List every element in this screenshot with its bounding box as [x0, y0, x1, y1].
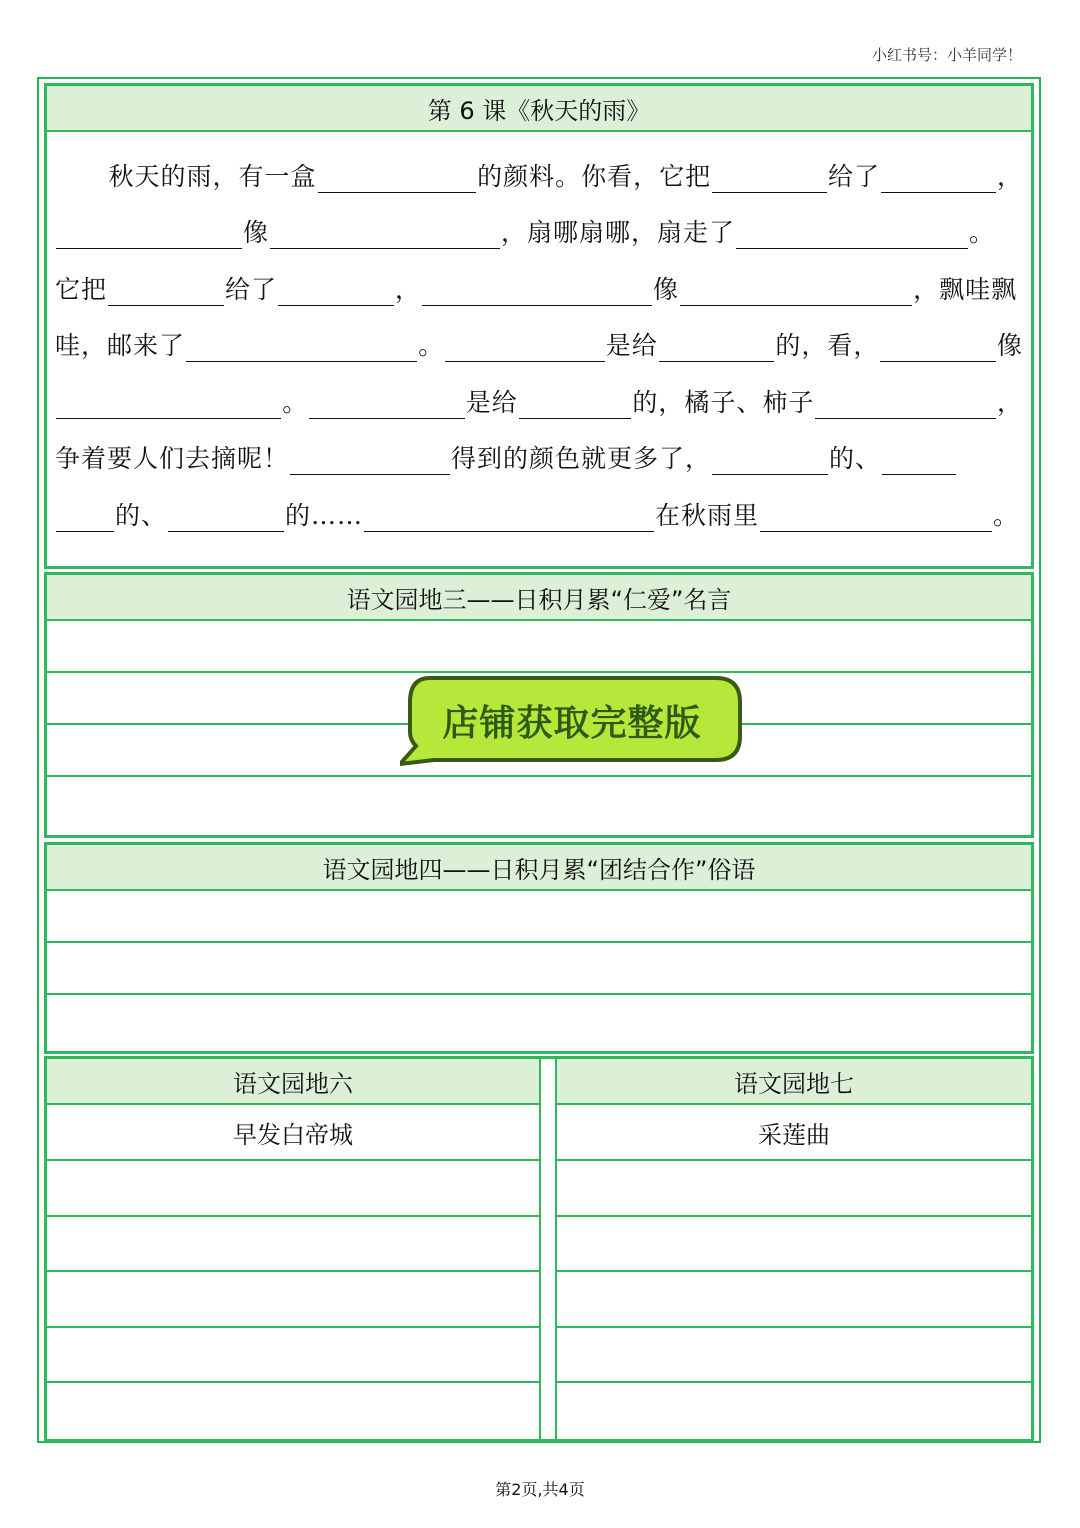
garden6-poem-title: 早发白帝城 [47, 1105, 539, 1161]
writing-line[interactable] [47, 621, 1031, 673]
garden3-title: 语文园地三——日积月累“仁爱”名言 [47, 575, 1031, 621]
writing-line[interactable] [557, 1383, 1031, 1439]
fill-in-blank[interactable] [880, 335, 996, 362]
cloze-passage [47, 132, 1031, 538]
passage-text: 的颜料。你看，它把 [477, 161, 712, 191]
writing-line[interactable] [557, 1272, 1031, 1328]
lesson6-title: 第 6 课《秋天的雨》 [47, 86, 1031, 132]
garden7-poem-title: 采莲曲 [557, 1105, 1031, 1161]
fill-in-blank[interactable] [270, 222, 500, 249]
garden7-column [557, 1059, 1031, 1439]
garden4-title: 语文园地四——日积月累“团结合作”俗语 [47, 845, 1031, 891]
passage-text: 它把 [55, 274, 108, 304]
fill-in-blank[interactable] [881, 166, 996, 193]
writing-line[interactable] [47, 1328, 539, 1384]
passage-text: ， [996, 387, 1023, 417]
fill-in-blank[interactable] [186, 335, 417, 362]
fill-in-blank[interactable] [56, 392, 281, 419]
garden6-title: 语文园地六 [47, 1059, 539, 1105]
fill-in-blank[interactable] [815, 392, 996, 419]
writing-line[interactable] [47, 777, 1031, 829]
writing-line[interactable] [47, 943, 1031, 995]
promo-label: 店铺获取完整版 [442, 702, 702, 744]
fill-in-blank[interactable] [56, 505, 114, 532]
writing-line[interactable] [47, 1217, 539, 1273]
writing-line[interactable] [47, 1383, 539, 1439]
passage-text: 的、 [115, 500, 168, 530]
fill-in-blank[interactable] [659, 335, 775, 362]
fill-in-blank[interactable] [760, 505, 992, 532]
passage-line [55, 199, 1023, 256]
passage-text: ，飘哇飘 [913, 274, 1018, 304]
fill-in-blank[interactable] [712, 448, 828, 475]
passage-text: 。 [282, 387, 309, 417]
writing-line[interactable] [47, 995, 1031, 1047]
writing-line[interactable] [557, 1328, 1031, 1384]
writing-line[interactable] [47, 1272, 539, 1328]
fill-in-blank[interactable] [318, 166, 477, 193]
fill-in-blank[interactable] [422, 279, 652, 306]
passage-text: 是给 [465, 387, 518, 417]
passage-text: ，扇哪扇哪，扇走了 [501, 218, 736, 247]
fill-in-blank[interactable] [882, 448, 956, 475]
fill-in-blank[interactable] [108, 279, 224, 306]
passage-text: 给了 [225, 274, 278, 304]
fill-in-blank[interactable] [712, 166, 827, 193]
lesson6-section [44, 83, 1034, 569]
fill-in-blank[interactable] [736, 222, 968, 249]
fill-in-blank[interactable] [519, 392, 632, 419]
passage-text: 的…… [285, 500, 364, 530]
promo-speech-bubble[interactable] [400, 674, 744, 766]
passage-text: 在秋雨里 [655, 500, 760, 530]
fill-in-blank[interactable] [278, 279, 394, 306]
garden6-column [47, 1059, 539, 1439]
fill-in-blank[interactable] [309, 392, 464, 419]
passage-text: 像 [996, 331, 1023, 360]
writing-line[interactable] [557, 1161, 1031, 1217]
passage-text: 的，橘子、柿子 [632, 387, 815, 417]
garden7-title: 语文园地七 [557, 1059, 1031, 1105]
passage-text: 。 [969, 218, 996, 247]
fill-in-blank[interactable] [445, 335, 604, 362]
fill-in-blank[interactable] [56, 222, 242, 249]
author-credit: 小红书号：小羊同学！ [871, 46, 1022, 64]
passage-line [55, 368, 1023, 425]
passage-text: 像 [243, 218, 270, 247]
writing-line[interactable] [557, 1217, 1031, 1273]
fill-in-blank[interactable] [168, 505, 284, 532]
column-divider [539, 1059, 557, 1439]
passage-line [55, 255, 1023, 312]
passage-text: ， [395, 274, 422, 304]
fill-in-blank[interactable] [290, 448, 450, 475]
passage-text: 哇，邮来了 [55, 331, 186, 360]
passage-text: 争着要人们去摘呢！ [55, 444, 290, 473]
passage-line [55, 481, 1023, 538]
passage-text: 得到的颜色就更多了， [451, 444, 712, 473]
passage-text: 像 [653, 274, 680, 304]
passage-text: 秋天的雨，有一盒 [108, 161, 317, 191]
passage-text: 。 [993, 500, 1020, 530]
fill-in-blank[interactable] [680, 279, 912, 306]
passage-text: 。 [418, 331, 445, 360]
garden4-section [44, 842, 1034, 1054]
passage-line [55, 312, 1023, 369]
passage-line [55, 142, 1023, 199]
writing-line[interactable] [47, 1161, 539, 1217]
passage-line [55, 425, 1023, 482]
page-number: 第2页,共4页 [495, 1480, 585, 1499]
garden6-7-section [44, 1056, 1034, 1442]
passage-text: 是给 [605, 331, 658, 360]
passage-text: 给了 [828, 161, 881, 191]
fill-in-blank[interactable] [364, 505, 654, 532]
passage-text: ， [996, 161, 1023, 191]
passage-text: 的、 [829, 444, 882, 473]
passage-text: 的，看， [775, 331, 880, 360]
writing-line[interactable] [47, 891, 1031, 943]
